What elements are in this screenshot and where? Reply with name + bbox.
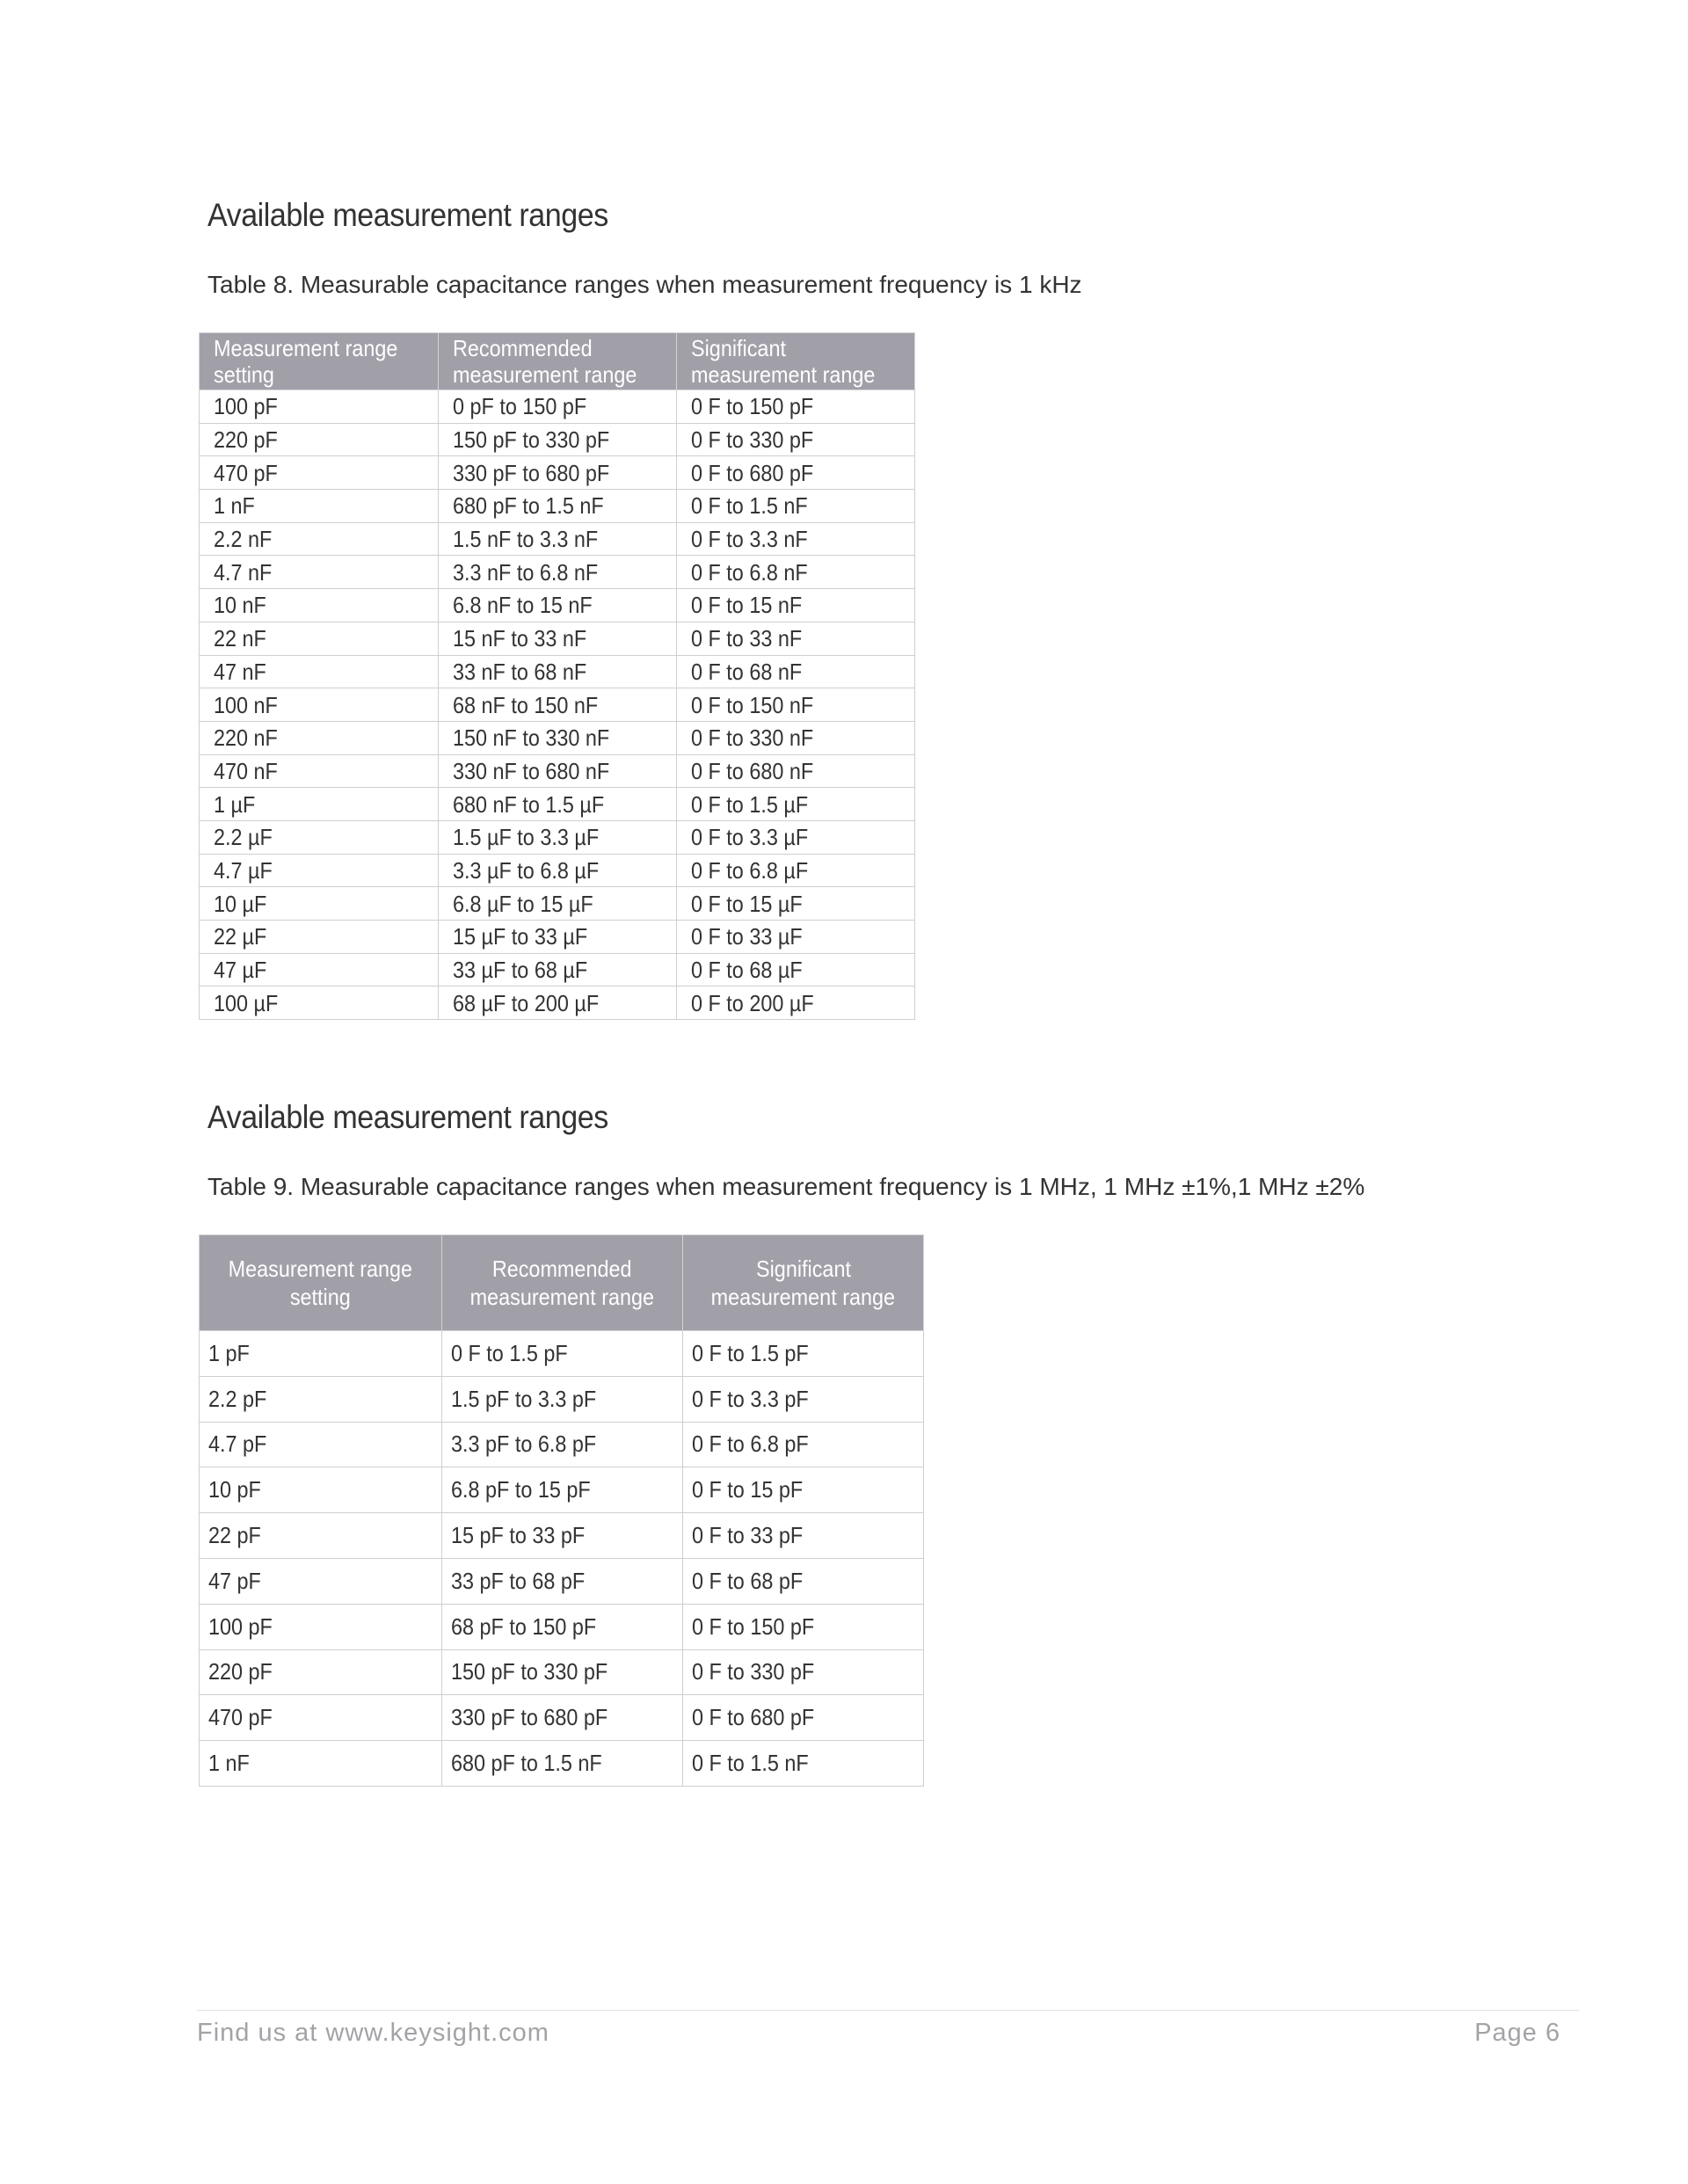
table8-cell-range-setting: 1 µF bbox=[200, 788, 439, 821]
table8-cell-significant: 0 F to 330 nF bbox=[677, 721, 915, 754]
table8-header-range-setting: Measurement range setting bbox=[200, 333, 439, 390]
table8-table-row bbox=[200, 887, 915, 921]
table8-cell-recommended: 6.8 nF to 15 nF bbox=[439, 589, 677, 622]
page-number: Page 6 bbox=[1474, 2019, 1561, 2047]
table8-cell-range-setting: 10 µF bbox=[200, 887, 439, 921]
table8-cell-significant: 0 F to 3.3 µF bbox=[677, 820, 915, 854]
table8-header-recommended: Recommended measurement range bbox=[439, 333, 677, 390]
footer-website-link[interactable]: Find us at www.keysight.com bbox=[197, 2019, 549, 2047]
table9-cell-recommended: 6.8 pF to 15 pF bbox=[442, 1467, 683, 1513]
table8-cell-recommended: 150 pF to 330 pF bbox=[439, 423, 677, 456]
table8-cell-significant: 0 F to 33 µF bbox=[677, 921, 915, 954]
table8-table-row bbox=[200, 556, 915, 589]
table8-cell-significant: 0 F to 15 nF bbox=[677, 589, 915, 622]
table8-body bbox=[200, 390, 915, 1020]
table9-table-row bbox=[200, 1513, 924, 1559]
table9-cell-recommended: 1.5 pF to 3.3 pF bbox=[442, 1376, 683, 1422]
table8-table-row bbox=[200, 655, 915, 688]
table9-cell-range-setting: 100 pF bbox=[200, 1604, 442, 1649]
table8-table-row bbox=[200, 423, 915, 456]
table8-table-row bbox=[200, 788, 915, 821]
table8-cell-recommended: 1.5 µF to 3.3 µF bbox=[439, 820, 677, 854]
footer-divider bbox=[197, 2010, 1579, 2011]
table8-cell-significant: 0 F to 68 nF bbox=[677, 655, 915, 688]
table8-cell-significant: 0 F to 330 pF bbox=[677, 423, 915, 456]
table8-cell-range-setting: 100 nF bbox=[200, 688, 439, 722]
table8-cell-range-setting: 4.7 nF bbox=[200, 556, 439, 589]
table8-cell-recommended: 68 nF to 150 nF bbox=[439, 688, 677, 722]
table8-cell-range-setting: 220 pF bbox=[200, 423, 439, 456]
table8-cell-recommended: 15 nF to 33 nF bbox=[439, 622, 677, 655]
table9-table-row bbox=[200, 1331, 924, 1377]
table9-table-row bbox=[200, 1604, 924, 1649]
table9-capacitance-ranges-1mhz bbox=[199, 1234, 924, 1787]
table8-cell-range-setting: 10 nF bbox=[200, 589, 439, 622]
table8-cell-range-setting: 2.2 µF bbox=[200, 820, 439, 854]
table9-body bbox=[200, 1331, 924, 1787]
table9-table-row bbox=[200, 1649, 924, 1695]
table9-table-row bbox=[200, 1695, 924, 1741]
table9-table-row bbox=[200, 1422, 924, 1467]
table9-table-row bbox=[200, 1558, 924, 1604]
table8-table-row bbox=[200, 953, 915, 986]
table9-cell-range-setting: 4.7 pF bbox=[200, 1422, 442, 1467]
table9-cell-range-setting: 1 pF bbox=[200, 1331, 442, 1377]
table8-table-row bbox=[200, 390, 915, 424]
table9-header-range-setting: Measurement range setting bbox=[200, 1235, 442, 1331]
table8-table-row bbox=[200, 688, 915, 722]
table8-header-significant: Significant measurement range bbox=[677, 333, 915, 390]
table9-cell-range-setting: 47 pF bbox=[200, 1558, 442, 1604]
table8-cell-significant: 0 F to 68 µF bbox=[677, 953, 915, 986]
table8-cell-significant: 0 F to 33 nF bbox=[677, 622, 915, 655]
table9-cell-significant: 0 F to 1.5 nF bbox=[683, 1741, 924, 1787]
table8-table-row bbox=[200, 589, 915, 622]
table9-table-row bbox=[200, 1741, 924, 1787]
table8-table-row bbox=[200, 921, 915, 954]
table9-cell-significant: 0 F to 33 pF bbox=[683, 1513, 924, 1559]
table9-cell-range-setting: 2.2 pF bbox=[200, 1376, 442, 1422]
table9-header-row bbox=[200, 1235, 924, 1331]
table9-cell-recommended: 15 pF to 33 pF bbox=[442, 1513, 683, 1559]
table9-cell-significant: 0 F to 3.3 pF bbox=[683, 1376, 924, 1422]
table9-cell-significant: 0 F to 6.8 pF bbox=[683, 1422, 924, 1467]
table9-cell-range-setting: 470 pF bbox=[200, 1695, 442, 1741]
table9-table-row bbox=[200, 1467, 924, 1513]
table8-cell-significant: 0 F to 200 µF bbox=[677, 986, 915, 1020]
table8-table-row bbox=[200, 820, 915, 854]
table9-cell-significant: 0 F to 330 pF bbox=[683, 1649, 924, 1695]
table8-capacitance-ranges-1khz bbox=[199, 332, 915, 1020]
table8-cell-significant: 0 F to 15 µF bbox=[677, 887, 915, 921]
table9-table-row bbox=[200, 1376, 924, 1422]
table8-cell-significant: 0 F to 680 nF bbox=[677, 754, 915, 788]
table9-cell-significant: 0 F to 68 pF bbox=[683, 1558, 924, 1604]
table8-cell-recommended: 33 µF to 68 µF bbox=[439, 953, 677, 986]
table8-cell-recommended: 3.3 µF to 6.8 µF bbox=[439, 854, 677, 887]
table8-cell-recommended: 0 pF to 150 pF bbox=[439, 390, 677, 424]
table8-cell-recommended: 1.5 nF to 3.3 nF bbox=[439, 522, 677, 556]
table8-cell-range-setting: 220 nF bbox=[200, 721, 439, 754]
table8-cell-recommended: 330 pF to 680 pF bbox=[439, 456, 677, 490]
table8-cell-range-setting: 470 nF bbox=[200, 754, 439, 788]
table8-cell-range-setting: 22 µF bbox=[200, 921, 439, 954]
table9-caption: Table 9. Measurable capacitance ranges when measurement frequency is 1 MHz, 1 MHz ±1%,1 MHz ±2% bbox=[207, 1173, 1365, 1200]
table9-cell-recommended: 33 pF to 68 pF bbox=[442, 1558, 683, 1604]
table8-table-row bbox=[200, 854, 915, 887]
table9-cell-recommended: 0 F to 1.5 pF bbox=[442, 1331, 683, 1377]
table8-cell-significant: 0 F to 1.5 nF bbox=[677, 490, 915, 523]
table9-cell-recommended: 680 pF to 1.5 nF bbox=[442, 1741, 683, 1787]
table8-cell-recommended: 150 nF to 330 nF bbox=[439, 721, 677, 754]
table9-cell-significant: 0 F to 1.5 pF bbox=[683, 1331, 924, 1377]
table8-cell-range-setting: 22 nF bbox=[200, 622, 439, 655]
table9-cell-recommended: 3.3 pF to 6.8 pF bbox=[442, 1422, 683, 1467]
table8-cell-range-setting: 100 pF bbox=[200, 390, 439, 424]
table9-header-significant: Significant measurement range bbox=[683, 1235, 924, 1331]
table8-cell-range-setting: 2.2 nF bbox=[200, 522, 439, 556]
table8-cell-recommended: 3.3 nF to 6.8 nF bbox=[439, 556, 677, 589]
table8-cell-range-setting: 4.7 µF bbox=[200, 854, 439, 887]
table8-table-row bbox=[200, 490, 915, 523]
table8-cell-recommended: 680 pF to 1.5 nF bbox=[439, 490, 677, 523]
table8-cell-recommended: 15 µF to 33 µF bbox=[439, 921, 677, 954]
table9-cell-range-setting: 22 pF bbox=[200, 1513, 442, 1559]
section-title-table8: Available measurement ranges bbox=[207, 197, 608, 233]
table8-cell-recommended: 68 µF to 200 µF bbox=[439, 986, 677, 1020]
table8-cell-significant: 0 F to 150 nF bbox=[677, 688, 915, 722]
table8-table-row bbox=[200, 456, 915, 490]
table9-cell-recommended: 68 pF to 150 pF bbox=[442, 1604, 683, 1649]
table8-cell-recommended: 33 nF to 68 nF bbox=[439, 655, 677, 688]
table8-cell-range-setting: 1 nF bbox=[200, 490, 439, 523]
table9-cell-significant: 0 F to 15 pF bbox=[683, 1467, 924, 1513]
table8-cell-recommended: 330 nF to 680 nF bbox=[439, 754, 677, 788]
table8-cell-significant: 0 F to 6.8 µF bbox=[677, 854, 915, 887]
table8-table-row bbox=[200, 522, 915, 556]
table8-cell-recommended: 680 nF to 1.5 µF bbox=[439, 788, 677, 821]
section-title-table9: Available measurement ranges bbox=[207, 1099, 608, 1135]
table8-cell-significant: 0 F to 150 pF bbox=[677, 390, 915, 424]
table9-cell-recommended: 330 pF to 680 pF bbox=[442, 1695, 683, 1741]
table8-cell-significant: 0 F to 3.3 nF bbox=[677, 522, 915, 556]
table9-header-recommended: Recommended measurement range bbox=[442, 1235, 683, 1331]
table8-table-row bbox=[200, 754, 915, 788]
table8-cell-range-setting: 100 µF bbox=[200, 986, 439, 1020]
table8-cell-significant: 0 F to 6.8 nF bbox=[677, 556, 915, 589]
table8-cell-range-setting: 47 nF bbox=[200, 655, 439, 688]
table9-cell-range-setting: 220 pF bbox=[200, 1649, 442, 1695]
table9-cell-significant: 0 F to 150 pF bbox=[683, 1604, 924, 1649]
table8-cell-significant: 0 F to 1.5 µF bbox=[677, 788, 915, 821]
table8-cell-range-setting: 47 µF bbox=[200, 953, 439, 986]
table9-cell-range-setting: 10 pF bbox=[200, 1467, 442, 1513]
table8-cell-recommended: 6.8 µF to 15 µF bbox=[439, 887, 677, 921]
table8-cell-significant: 0 F to 680 pF bbox=[677, 456, 915, 490]
table8-cell-range-setting: 470 pF bbox=[200, 456, 439, 490]
table8-table-row bbox=[200, 721, 915, 754]
table8-caption: Table 8. Measurable capacitance ranges when measurement frequency is 1 kHz bbox=[207, 271, 1082, 298]
table9-cell-range-setting: 1 nF bbox=[200, 1741, 442, 1787]
table8-table-row bbox=[200, 622, 915, 655]
table9-cell-recommended: 150 pF to 330 pF bbox=[442, 1649, 683, 1695]
table9-cell-significant: 0 F to 680 pF bbox=[683, 1695, 924, 1741]
table8-header-row bbox=[200, 333, 915, 390]
table8-table-row bbox=[200, 986, 915, 1020]
